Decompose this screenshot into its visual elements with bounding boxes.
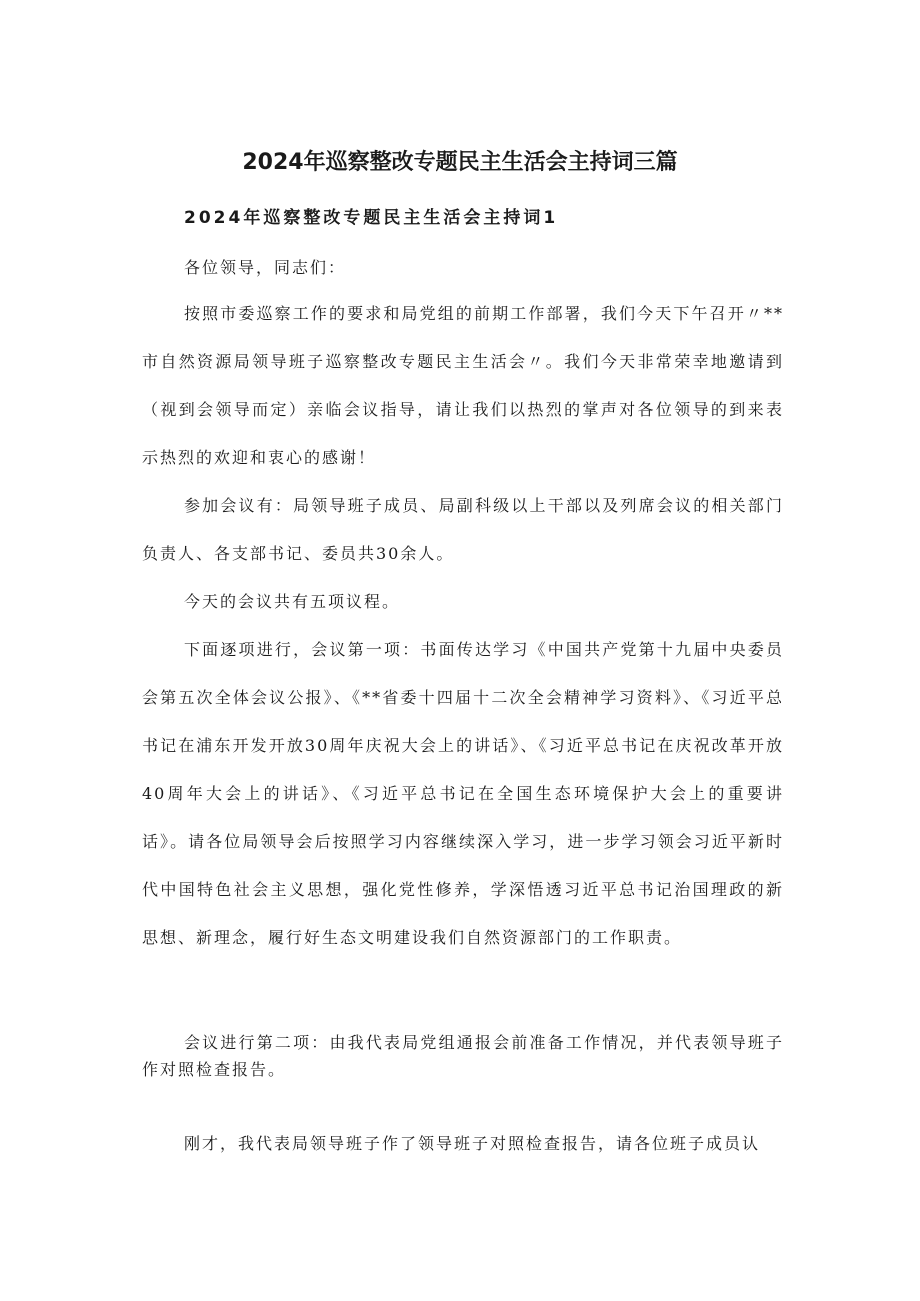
paragraph-agenda-item-1: 下面逐项进行，会议第一项：书面传达学习《中国共产党第十九届中央委员会第五次全体会议公报》、《**省委十四届十二次全会精神学习资料》、《习近平总书记在浦东开发开放30周年庆祝大会上的讲话》、《习近平总书记在庆祝改革开放40周年大会上的讲话》、《习近平总书记在全国生态环境保护大会上的重要讲话》。请各位局领导会后按照学习内容继续深入学习，进一步学习领会习近平新时代中国特色社会主义思想，强化党性修养，学深悟透习近平总书记治国理政的新思想、新理念，履行好生态文明建设我们自然资源部门的工作职责。 xyxy=(142,640,784,947)
paragraph-after-report: 刚才，我代表局领导班子作了领导班子对照检查报告，请各位班子成员认 xyxy=(184,1134,761,1153)
paragraph-attendance: 参加会议有：局领导班子成员、局副科级以上干部以及列席会议的相关部门负责人、各支部书记、委员共30余人。 xyxy=(142,496,784,563)
paragraph-greeting: 各位领导，同志们： xyxy=(184,258,347,277)
document-title: 2024年巡察整改专题民主生活会主持词三篇 xyxy=(242,150,678,175)
section-heading: 2024年巡察整改专题民主生活会主持词1 xyxy=(184,208,559,228)
paragraph-intro: 按照市委巡察工作的要求和局党组的前期工作部署，我们今天下午召开〃**市自然资源局领导班子巡察整改专题民主生活会〃。我们今天非常荣幸地邀请到（视到会领导而定）亲临会议指导，请让我们以热烈的掌声对各位领导的到来表示热烈的欢迎和衷心的感谢！ xyxy=(142,304,784,467)
paragraph-agenda: 今天的会议共有五项议程。 xyxy=(184,592,401,611)
paragraph-agenda-item-2: 会议进行第二项：由我代表局党组通报会前准备工作情况，并代表领导班子作对照检查报告。 xyxy=(142,1033,784,1079)
